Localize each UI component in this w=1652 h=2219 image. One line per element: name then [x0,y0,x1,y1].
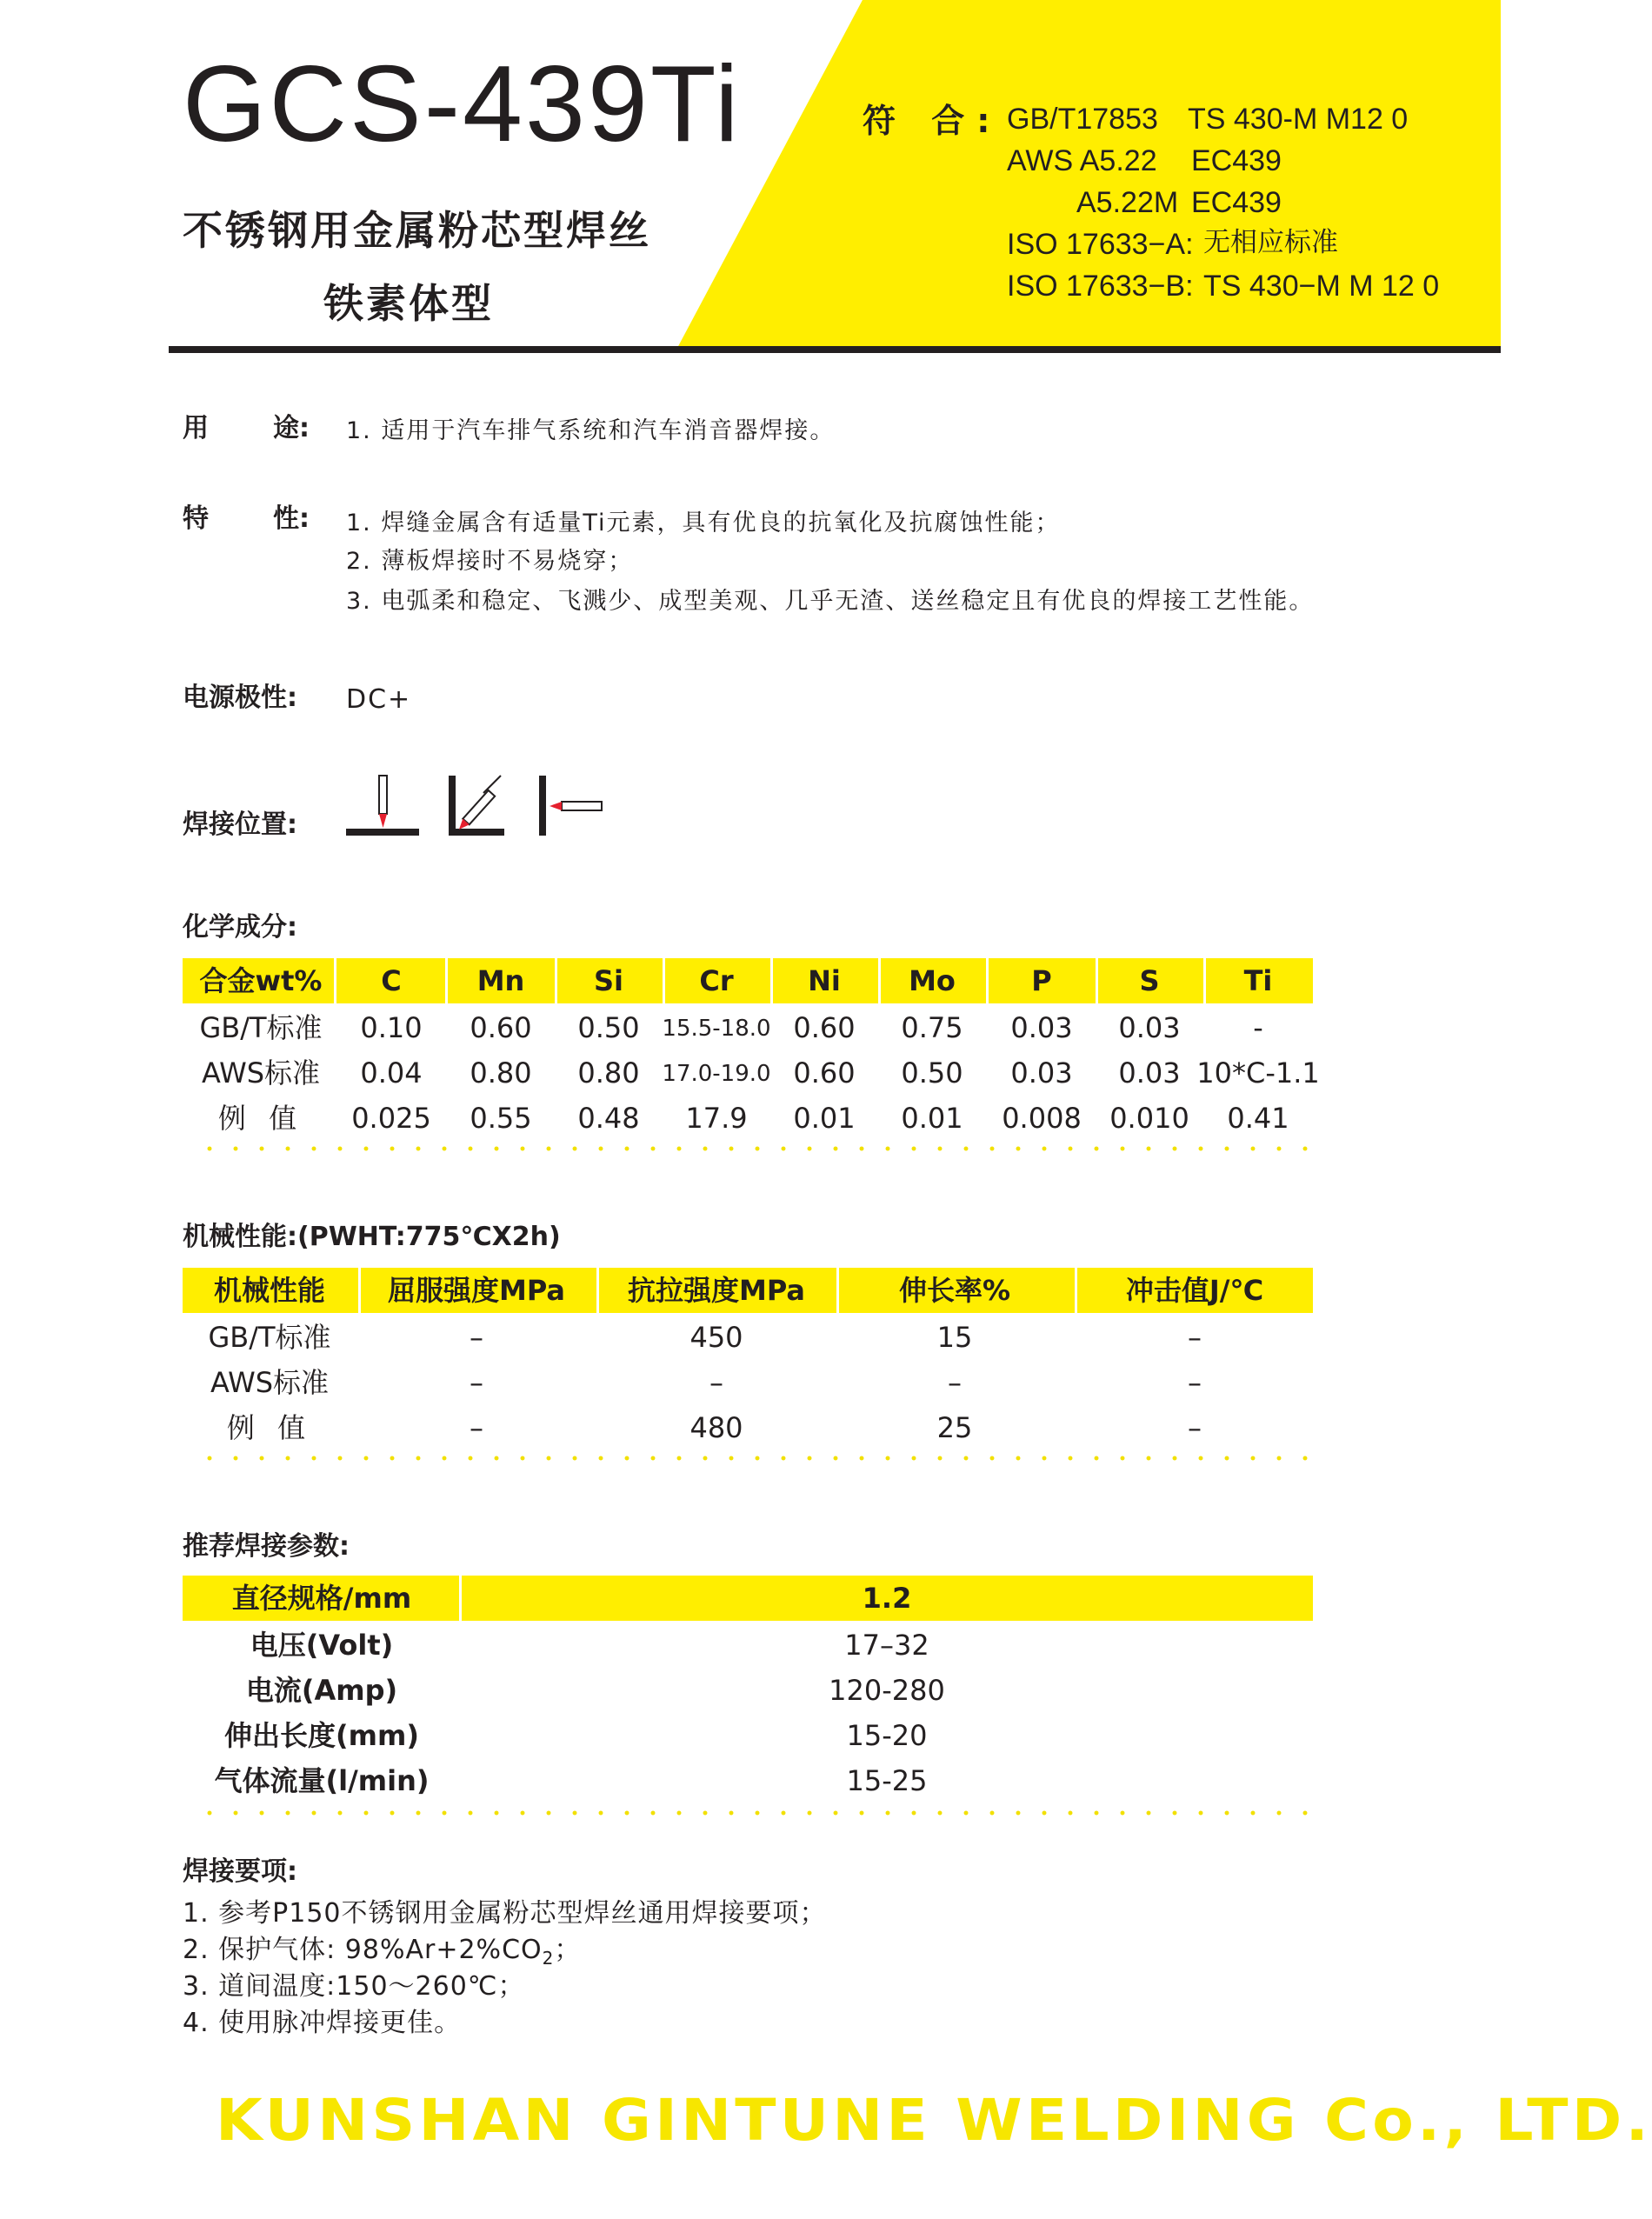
features-label-a: 特 [183,503,209,534]
mech-cell: – [709,1366,723,1399]
mech-cell: – [1188,1321,1202,1354]
param-name: 电压(Volt) [250,1629,394,1662]
horizontal-fillet-position-icon [449,774,520,840]
mech-cell: 480 [689,1411,743,1444]
parameters-label: 推荐焊接参数: [183,1531,350,1562]
mech-cell: 450 [689,1321,743,1354]
dotted-divider [197,1456,1318,1461]
polarity-value: DC+ [346,684,412,715]
subscript: 2 [542,1948,555,1969]
standard-name: ISO 17633−A: [1007,228,1194,261]
param-value: 15-20 [846,1719,928,1752]
param-header: 直径规格/mm [231,1582,412,1615]
note-item: 4. 使用脉冲焊接更佳。 [183,2008,462,2038]
chem-cell: 0.60 [793,1011,856,1044]
chem-cell: 0.03 [1010,1011,1073,1044]
usage-item: 1. 适用于汽车排气系统和汽车消音器焊接。 [346,417,836,444]
chem-cell: 0.50 [901,1056,963,1090]
chemistry-label: 化学成分: [183,912,297,943]
param-value: 120-280 [829,1674,945,1707]
chem-cell: 17.9 [685,1102,748,1135]
param-name: 气体流量(l/min) [214,1764,430,1797]
param-name: 电流(Amp) [245,1674,398,1707]
chem-cell: 15.5-18.0 [662,1016,771,1042]
note-item: 1. 参考P150不锈钢用金属粉芯型焊丝通用焊接要项； [183,1898,827,1929]
vertical-position-icon [539,774,605,840]
mech-header: 伸长率% [898,1274,1011,1307]
chem-header: Mo [909,964,956,997]
chem-cell: 0.010 [1109,1102,1189,1135]
mech-header: 冲击值J/℃ [1125,1274,1264,1307]
chem-cell: 0.04 [360,1056,423,1090]
chem-cell: 0.48 [577,1102,640,1135]
param-value: 15-25 [846,1764,928,1797]
column-divider [358,1268,361,1313]
chem-header: S [1139,964,1160,997]
mech-cell: – [1188,1411,1202,1444]
chem-header: Mn [476,964,525,997]
mech-cell: – [948,1366,962,1399]
chem-cell: 0.60 [470,1011,532,1044]
note-item [183,1937,581,1967]
standard-name: ISO 17633−B: [1007,270,1194,303]
standard-name: GB/T17853 [1007,103,1158,136]
chem-cell: 0.03 [1118,1011,1181,1044]
column-divider [836,1268,839,1313]
mech-cell: – [470,1411,483,1444]
mech-cell: – [470,1321,483,1354]
chem-header: Si [593,964,624,997]
param-header: 1.2 [862,1582,912,1615]
mech-header: 屈服强度MPa [387,1274,566,1307]
standard-grade: TS 430−M M 12 0 [1203,270,1440,303]
product-subtitle: 不锈钢用金属粉芯型焊丝 [183,207,651,254]
chem-cell: 0.60 [793,1056,856,1090]
mech-cell: 15 [936,1321,973,1354]
product-type: 铁素体型 [323,280,494,327]
mech-header: 机械性能 [213,1274,326,1307]
mech-header: 抗拉强度MPa [627,1274,806,1307]
mech-cell: – [470,1366,483,1399]
chem-cell: 0.10 [360,1011,423,1044]
mech-cell: – [1188,1366,1202,1399]
chem-header: P [1031,964,1052,997]
mech-cell: 例 值 [226,1411,313,1444]
chem-cell: 0.41 [1227,1102,1289,1135]
chem-cell: 17.0-19.0 [662,1061,771,1087]
chem-cell: 0.008 [1002,1102,1082,1135]
chem-cell: 0.025 [351,1102,431,1135]
standard-grade: TS 430-M M12 0 [1188,103,1409,136]
chem-cell: 例 值 [217,1102,304,1135]
column-divider [770,958,773,1003]
header-divider [169,346,1501,353]
param-name: 伸出长度(mm) [224,1719,419,1752]
mechanical-label: 机械性能:(PWHT:775℃X2h) [183,1222,561,1252]
column-divider [555,958,557,1003]
standard-grade: EC439 [1191,144,1282,177]
column-divider [878,958,881,1003]
chem-header: Ti [1243,964,1273,997]
positions-label: 焊接位置: [183,810,297,840]
column-divider [334,958,336,1003]
column-divider [1075,1268,1077,1313]
chem-header: Cr [699,964,734,997]
note-suffix: ； [554,1935,582,1965]
product-title: GCS-439Ti [183,44,742,164]
dotted-divider [197,1146,1318,1151]
column-divider [596,1268,599,1313]
notes-label: 焊接要项: [183,1856,297,1887]
chem-cell: 10*C-1.1 [1196,1056,1320,1090]
usage-label-b: 途: [273,413,310,443]
param-value: 17–32 [844,1629,929,1662]
chem-cell: GB/T标准 [199,1011,323,1044]
standard-grade: 无相应标准 [1203,227,1338,258]
chem-cell: 0.80 [577,1056,640,1090]
chem-cell: 0.03 [1118,1056,1181,1090]
usage-label-a: 用 [183,413,209,443]
mech-cell: GB/T标准 [208,1321,331,1354]
column-divider [1203,958,1206,1003]
feature-item: 2. 薄板焊接时不易烧穿； [346,548,634,575]
note-text: 2. 保护气体: 98%Ar+2%CO [183,1935,543,1965]
mech-cell: AWS标准 [210,1366,330,1399]
standard-name: AWS A5.22 [1007,144,1157,177]
flat-position-icon [346,774,424,840]
column-divider [445,958,448,1003]
chem-header: 合金wt% [199,964,323,997]
standard-grade: EC439 [1191,186,1282,219]
conformance-label: 符 合: [863,102,1003,140]
column-divider [986,958,989,1003]
chem-cell: - [1253,1011,1263,1044]
chem-cell: 0.01 [793,1102,856,1135]
feature-item: 1. 焊缝金属含有适量Ti元素，具有优良的抗氧化及抗腐蚀性能； [346,510,1061,536]
feature-item: 3. 电弧柔和稳定、飞溅少、成型美观、几乎无渣、送丝稳定且有优良的焊接工艺性能。 [346,588,1315,615]
dotted-divider [197,1810,1318,1816]
chem-cell: 0.75 [901,1011,963,1044]
chem-cell: 0.01 [901,1102,963,1135]
chem-cell: 0.80 [470,1056,532,1090]
mech-cell: 25 [936,1411,973,1444]
chem-cell: 0.50 [577,1011,640,1044]
note-item: 3. 道间温度:150～260℃； [183,1971,525,2002]
chem-cell: 0.03 [1010,1056,1073,1090]
standard-name: A5.22M [1076,186,1179,219]
column-divider [663,958,665,1003]
chem-header: C [381,964,402,997]
chem-cell: 0.55 [470,1102,532,1135]
column-divider [459,1576,462,1621]
chem-cell: AWS标准 [201,1056,321,1090]
chem-header: Ni [808,964,841,997]
column-divider [1096,958,1098,1003]
polarity-label: 电源极性: [183,683,297,713]
company-name: KUNSHAN GINTUNE WELDING Co., LTD. [216,2087,1652,2154]
features-label-b: 性: [273,503,310,534]
